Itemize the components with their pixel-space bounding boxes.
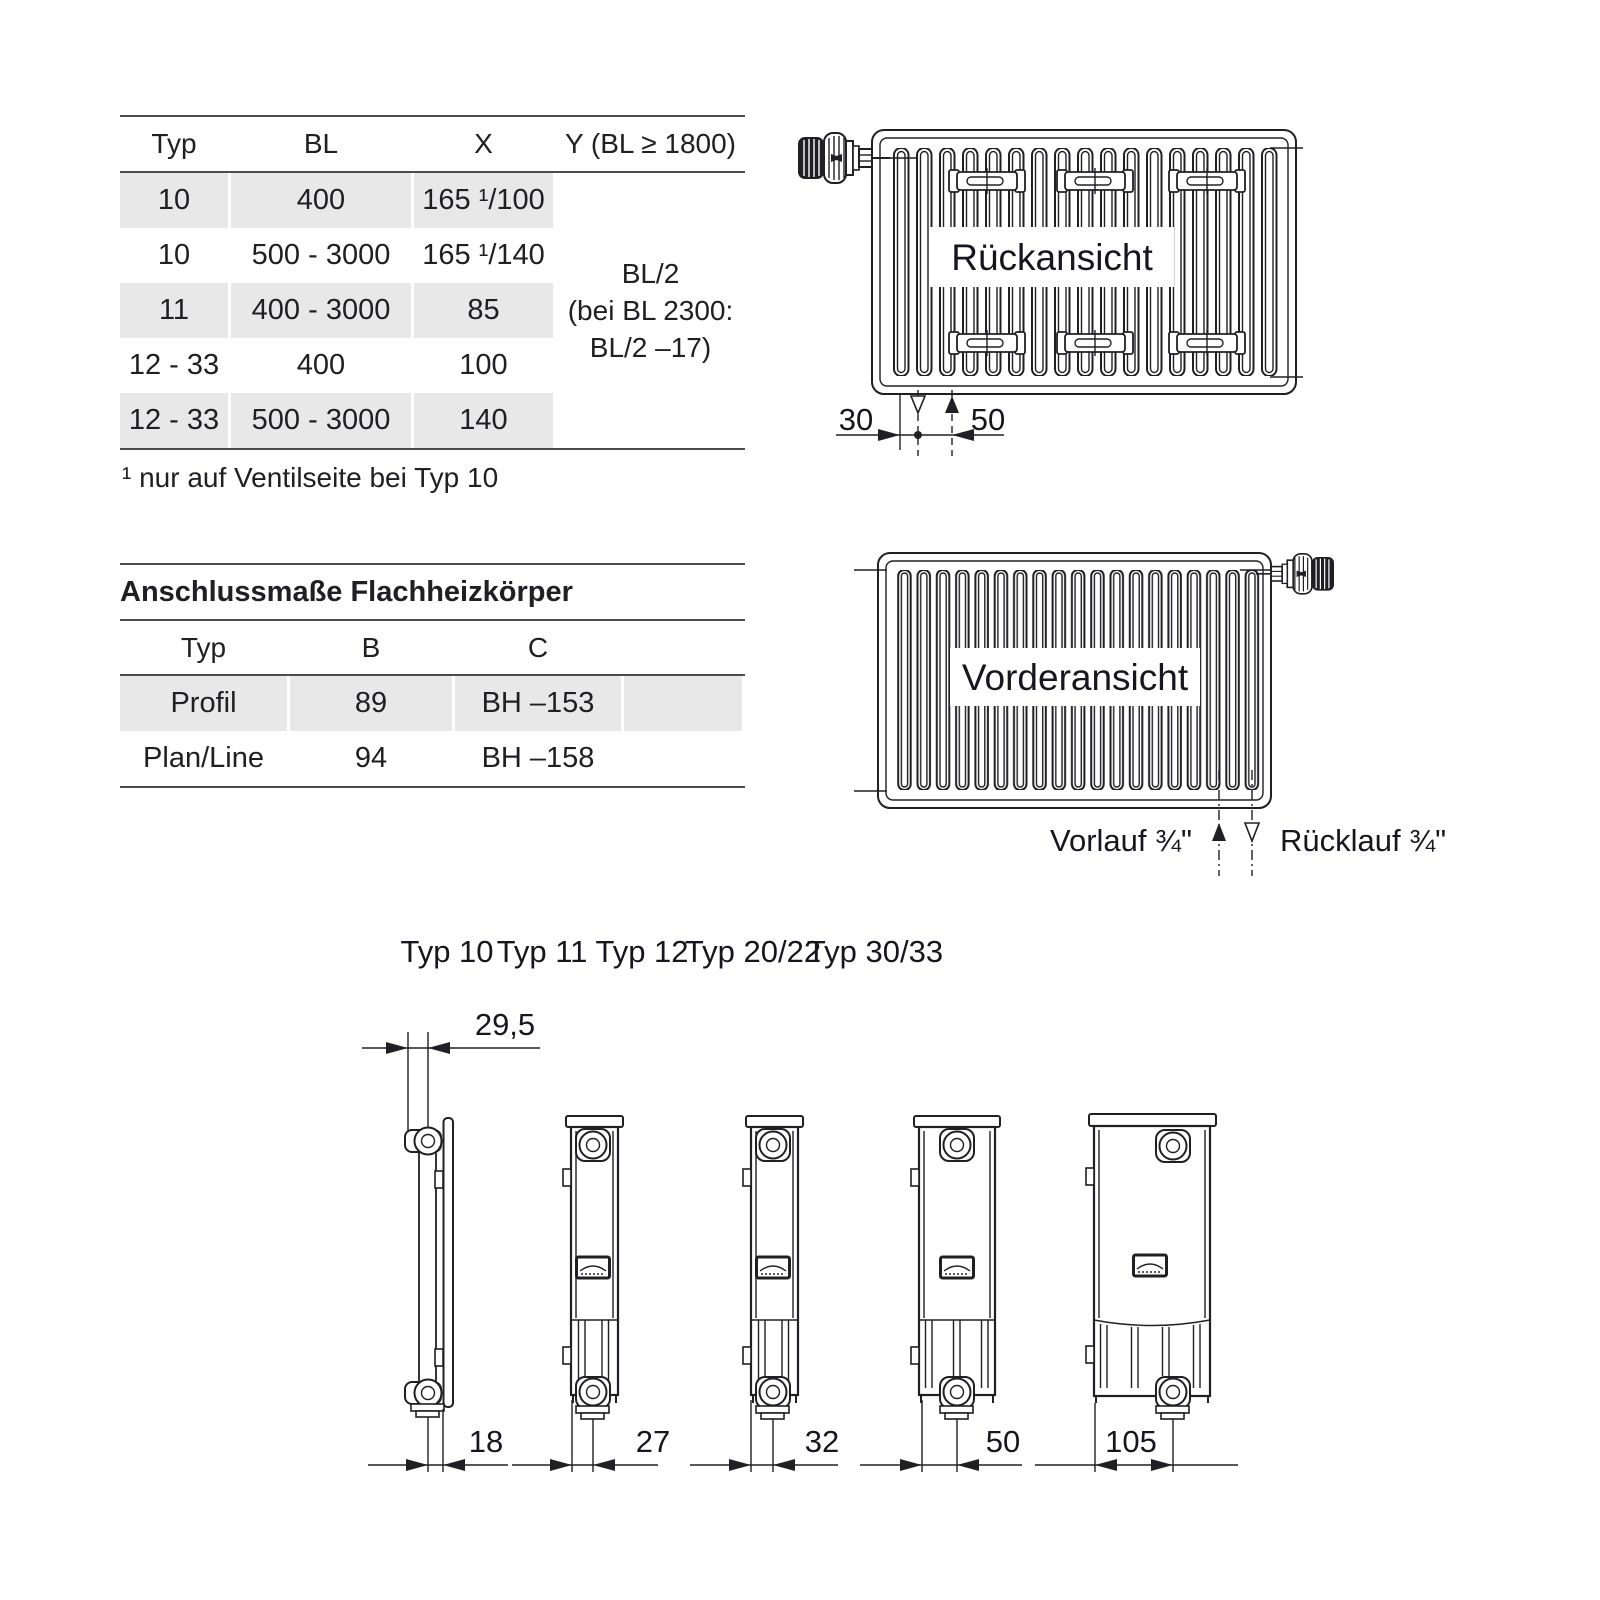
dim-27: 27 [635,1424,671,1459]
spec-header-typ: Typ [151,128,197,159]
conn-cell: 89 [290,676,452,731]
spec-cell: 11 [120,283,228,338]
rear-dim-30: 30 [838,402,874,437]
spec-y-merged-cell [556,173,745,448]
dim-32: 32 [804,1424,840,1459]
connection-table [120,563,745,788]
connection-row [120,676,745,731]
brand-badge [1134,1255,1167,1276]
spec-cell: 85 [414,283,553,338]
conn-header-c: C [527,632,549,663]
spec-cell: 500 - 3000 [231,393,411,448]
rear-view-diagram [790,100,1310,460]
spec-cell: 140 [414,393,553,448]
front-view-label: Vorderansicht [961,657,1189,698]
dim-50: 50 [985,1424,1021,1459]
conn-header-typ: Typ [180,632,227,663]
dim-105: 105 [1105,1424,1157,1459]
type-label-10: Typ 10 [400,934,494,969]
spec-header-y: Y (BL ≥ 1800) [564,128,737,159]
spec-cell: 12 - 33 [120,393,228,448]
top-depth-dimension [362,1007,540,1132]
type-sections-diagram [0,900,1600,1500]
dim-18-lines [368,1409,508,1472]
dim-29-5: 29,5 [474,1007,536,1042]
spec-cell: 500 - 3000 [251,239,391,271]
y-note-line: BL/2 –17) [589,332,712,363]
conn-cell-empty [624,676,742,731]
spec-table-footnote: ¹ nur auf Ventilseite bei Typ 10 [122,462,499,493]
return-triangle-icon [1245,823,1259,841]
rear-view-label: Rückansicht [951,237,1153,278]
return-label: Rücklauf ¾" [1280,823,1447,858]
spec-cell: 400 - 3000 [231,283,411,338]
type-label-30-33: Typ 30/33 [806,934,944,969]
y-note-line: (bei BL 2300: [567,295,734,326]
conn-cell: 94 [354,742,388,774]
connection-table-header-row [120,621,745,676]
section-typ-10 [368,1118,508,1472]
spec-cell: 165 ¹/100 [414,173,553,228]
conn-header-b: B [361,632,381,663]
dim-105-lines [1035,1403,1238,1472]
brand-badge [757,1257,790,1278]
rear-dimensions [836,390,1005,456]
spec-cell: 10 [157,239,191,271]
connection-row [120,731,745,786]
spec-cell: 12 - 33 [128,349,220,381]
connection-table-title: Anschlussmaße Flachheizkörper [120,565,745,621]
flow-triangle-icon [1212,823,1226,841]
y-note-line: BL/2 [621,258,680,289]
brand-badge [941,1257,974,1278]
section-typ-20-22 [860,1116,1022,1472]
rear-dim-50: 50 [970,402,1006,437]
front-view-diagram [840,520,1480,885]
flow-triangle-icon [945,396,959,413]
conn-cell: BH –153 [455,676,621,731]
dim-18: 18 [468,1424,504,1459]
section-typ-12 [690,1116,839,1472]
conn-header-empty [624,621,742,674]
type-label-12: Typ 12 [595,934,689,969]
brand-badge [577,1257,610,1278]
spec-cell: 10 [120,173,228,228]
spec-cell: 100 [459,349,508,381]
spec-header-bl: BL [303,128,339,159]
conn-cell: BH –158 [481,742,595,774]
type-label-11: Typ 11 [496,934,588,969]
reference-ticks [854,570,887,791]
spec-cell: 165 ¹/140 [422,239,545,271]
type-label-20-22: Typ 20/22 [684,934,822,969]
section-typ-30-33 [1035,1114,1238,1472]
section-typ-11 [512,1116,670,1472]
conn-cell-empty [624,731,742,786]
return-triangle-icon [911,396,925,413]
conn-cell: Profil [120,676,287,731]
spec-cell: 400 [231,173,411,228]
spec-cell: 400 [296,349,346,381]
conn-cell: Plan/Line [143,742,264,774]
spec-table [120,115,745,450]
flow-label: Vorlauf ¾" [1050,823,1192,858]
spec-table-header-row [120,117,745,173]
spec-header-x: X [474,128,493,159]
